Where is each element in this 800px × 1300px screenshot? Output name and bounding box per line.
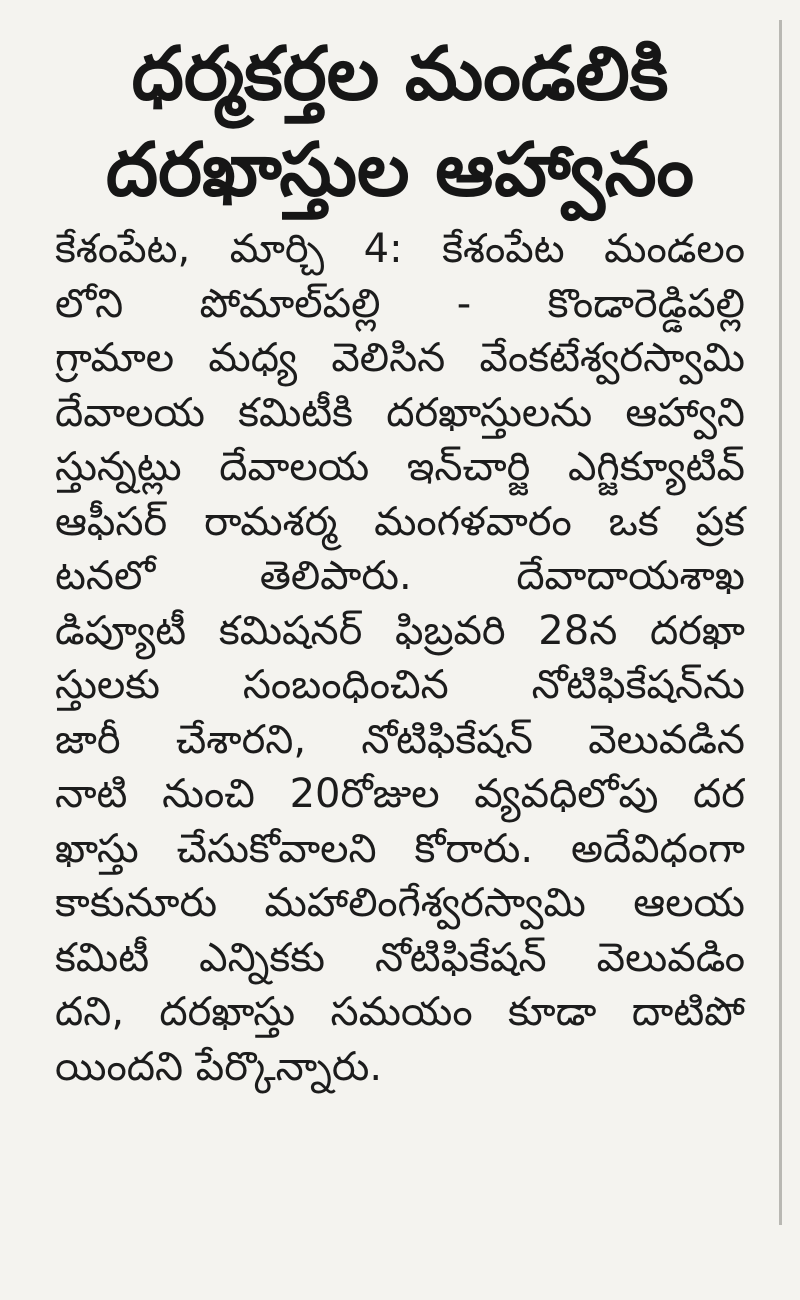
body-line: దేవాలయ కమిటీకి దరఖాస్తులను ఆహ్వాని (55, 389, 745, 436)
body-line: ఖాస్తు చేసుకోవాలని కోరారు. అదేవిధంగా (55, 825, 745, 872)
body-line: కాకునూరు మహాలింగేశ్వరస్వామి ఆలయ (55, 880, 745, 926)
headline-line-2: దరఖాస్తుల ఆహ్వానం (105, 127, 695, 213)
body-line: కమిటీ ఎన్నికకు నోటిఫికేషన్ వెలువడిం (55, 934, 745, 981)
body-line: కేశంపేట, మార్చి 4: కేశంపేట మండలం (55, 226, 745, 272)
body-line: ఆఫీసర్ రామశర్మ మంగళవారం ఒక ప్రక (55, 498, 745, 545)
column-divider (779, 20, 782, 1225)
body-line: డిప్యూటీ కమిషనర్ ఫిబ్రవరి 28న దరఖా (55, 607, 745, 654)
body-line: దని, దరఖాస్తు సమయం కూడా దాటిపో (55, 989, 745, 1035)
body-line: స్తులకు సంబంధించిన నోటిఫికేషన్‌ను (55, 662, 745, 708)
headline (40, 26, 760, 218)
body-line: గ్రామాల మధ్య వెలిసిన వేంకటేశ్వరస్వామి (55, 335, 745, 381)
headline-line-1: ధర్మకర్తల మండలికి (131, 31, 669, 117)
body-line: నాటి నుంచి 20రోజుల వ్యవధిలోపు దర (55, 771, 745, 817)
body-line-last: యిందని పేర్కొన్నారు. (55, 1043, 383, 1090)
body-line: జారీ చేశారని, నోటిఫికేషన్ వెలువడిన (55, 716, 745, 763)
body-line: స్తున్నట్లు దేవాలయ ఇన్‌చార్జి ఎగ్జిక్యూటివ్ (55, 444, 745, 490)
body-line: లోని పోమాల్‌పల్లి - కొండారెడ్డిపల్లి (55, 280, 745, 327)
article-body (55, 222, 745, 1094)
body-line: టనలో తెలిపారు. దేవాదాయశాఖ (55, 553, 745, 599)
